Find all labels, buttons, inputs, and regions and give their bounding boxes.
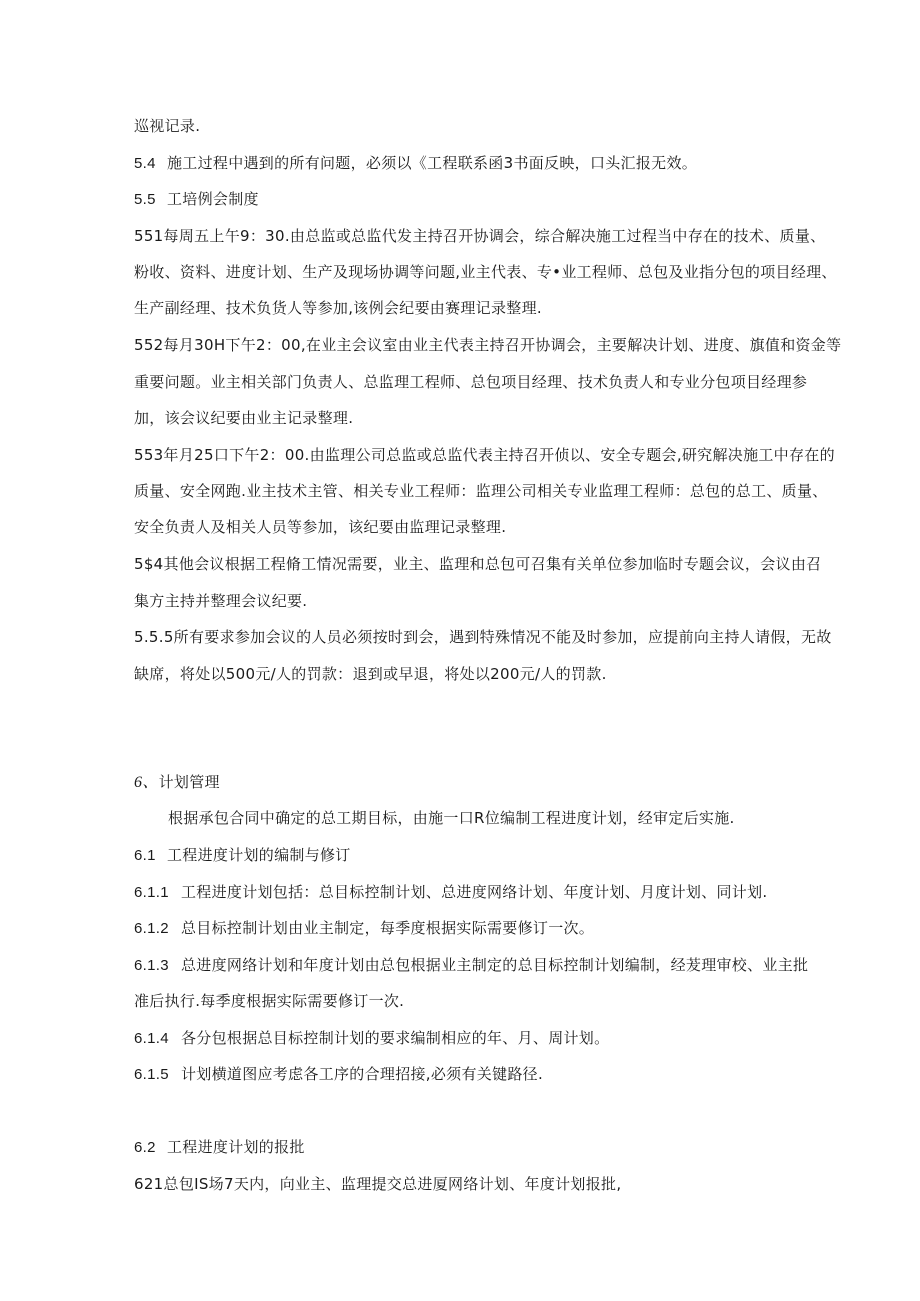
text-line: 集方主持并整理会议纪要.: [134, 592, 308, 610]
text-line: 552每月30H下午2：00,在业主会议室由业主代表主持召开协调会，主要解决计划、进度、旗值和资金等: [134, 336, 842, 354]
section-text: 施工过程中遇到的所有问题，必须以《工程联系函3书面反映，口头汇报无效。: [167, 154, 698, 172]
section-number: 6.1.3: [134, 957, 169, 974]
section-6-1-1: [134, 882, 767, 903]
section-number: 6.1.2: [134, 920, 169, 937]
text-line: 质量、安全网跑.业主技术主管、相关专业工程师：监理公司相关专业监理工程师：总包的总工、质量、: [134, 482, 828, 500]
section-6-1-5: [134, 1064, 543, 1085]
text-line: 加，该会议纪要由业主记录整理.: [134, 409, 354, 427]
heading-title: 计划管理: [158, 773, 220, 791]
section-text: 总进度网络计划和年度计划由总包根据业主制定的总目标控制计划编制，经茇理审校、业主批: [181, 956, 809, 974]
section-6-1-4: [134, 1028, 609, 1049]
section-6-1-3: [134, 955, 808, 976]
section-6-1: [134, 845, 351, 866]
text-line: 根据承包合同中确定的总工期目标，由施一口R位编制工程进度计划，经审定后实施.: [168, 809, 735, 827]
text-line: 551每周五上午9：30.由总监或总监代发主持召开协调会，综合解决施工过程当中存在的技术、质量、: [134, 227, 826, 245]
text-line: 巡视记录.: [134, 117, 201, 135]
text-line: 缺席，将处以500元/人的罚款：退到或早退，将处以200元/人的罚款.: [134, 665, 607, 683]
section-6-1-2: [134, 918, 594, 939]
section-title: 工程进度计划的编制与修订: [167, 846, 351, 864]
text-line: 553年月25口下午2：00.由监理公司总监或总监代表主持召开侦以、安全专题会,研究解决施工中存在的: [134, 446, 835, 464]
text-line: 621总包IS场7天内，向业主、监理提交总进厦网络计划、年度计划报批,: [134, 1175, 622, 1193]
section-5-5: [134, 189, 259, 210]
text-line: 粉收、资料、进度计划、生产及现场协调等问题,业主代表、专•业工程师、总包及业指分包的项目经理、: [134, 263, 837, 281]
section-number: 5.5: [134, 191, 156, 208]
section-number: 6.1: [134, 847, 156, 864]
section-text: 总目标控制计划由业主制定，每季度根据实际需要修订一次。: [181, 919, 595, 937]
section-6-2: [134, 1137, 305, 1158]
text-line: 重要问题。业主相关部门负责人、总监理工程师、总包项目经理、技术负责人和专业分包项目经理参: [134, 373, 808, 391]
section-text: 各分包根据总目标控制计划的要求编制相应的年、月、周计划。: [181, 1029, 610, 1047]
section-number: 5.4: [134, 155, 156, 172]
text-line: 生产副经理、技术负货人等参加,该例会纪要由赛理记录整理.: [134, 299, 542, 317]
section-title: 工培例会制度: [167, 190, 259, 208]
section-title: 工程进度计划的报批: [167, 1138, 305, 1156]
section-number: 6.1.1: [134, 884, 169, 901]
section-text: 计划横道图应考虑各工序的合理招接,必须有关键路径.: [181, 1065, 544, 1083]
section-number: 6.2: [134, 1139, 156, 1156]
section-number: 6.1.5: [134, 1066, 169, 1083]
text-line: 准后执行.每季度根据实际需要修订一次.: [134, 992, 405, 1010]
heading-6: [134, 772, 220, 793]
text-line: 5.5.5所有要求参加会议的人员必须按时到会，遇到特殊情况不能及时参加，应提前向主持人请假，无故: [134, 628, 832, 646]
section-text: 工程进度计划包括：总目标控制计划、总进度网络计划、年度计划、月度计划、同计划.: [181, 883, 768, 901]
section-number: 6.1.4: [134, 1030, 169, 1047]
heading-number: 6、: [134, 774, 159, 791]
text-line: 安全负责人及相关人员等参加，该纪要由监理记录整理.: [134, 518, 507, 536]
text-line: 5$4其他会议根据工程脩工情况需要，业主、监理和总包可召集有关单位参加临时专题会议，会议由召: [134, 555, 822, 573]
section-5-4: [134, 153, 697, 174]
